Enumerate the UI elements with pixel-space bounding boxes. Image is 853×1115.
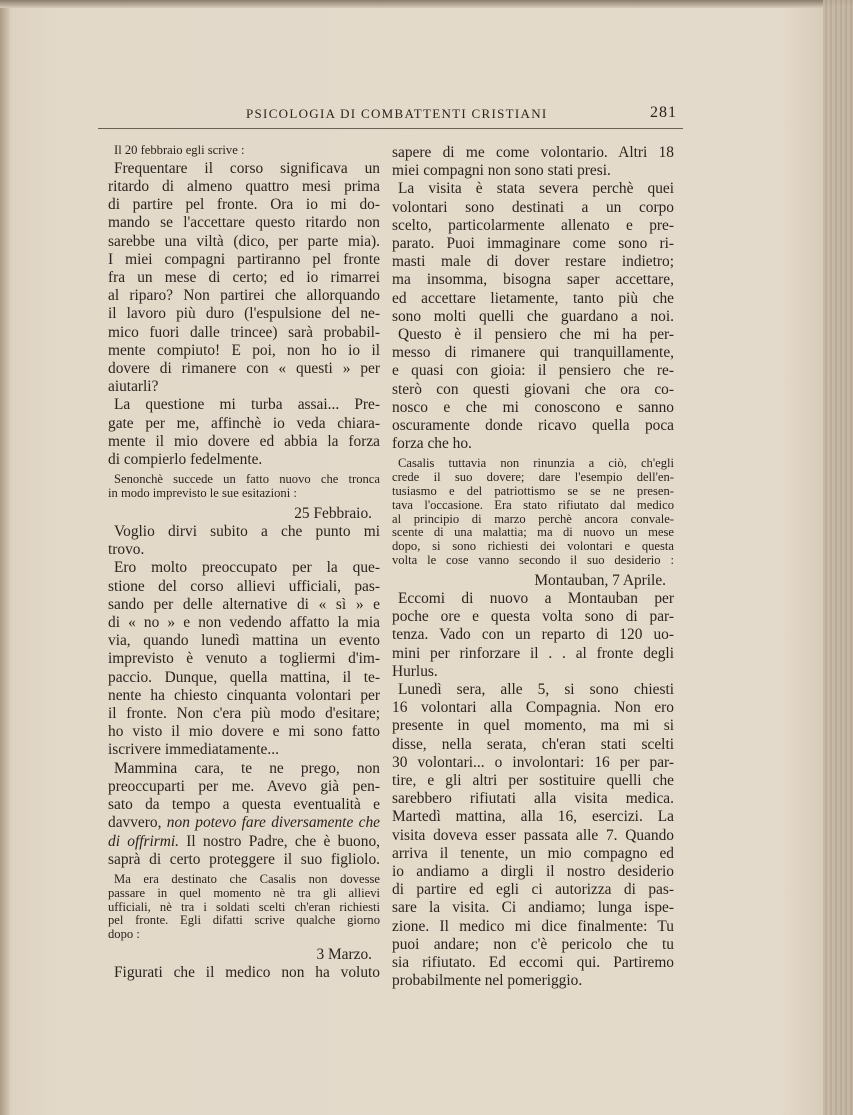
text-run: e quasi con gioia: il pensiero che re- bbox=[392, 362, 674, 380]
text-line bbox=[392, 362, 674, 380]
text-run: pel fronte. Egli difatti scrive qualche giorno bbox=[108, 913, 380, 928]
text-run: Eccomi di nuovo a Montauban per bbox=[398, 590, 674, 608]
right-text-column bbox=[392, 144, 674, 991]
text-run: passare in quel momento nè tra gli allievi bbox=[108, 885, 380, 900]
text-line bbox=[108, 796, 380, 814]
page-number: 281 bbox=[650, 104, 677, 121]
text-line bbox=[392, 308, 674, 326]
text-run: puoi andare; non c'è pericolo che tu bbox=[392, 935, 674, 953]
text-line bbox=[108, 415, 380, 433]
text-line bbox=[392, 499, 674, 513]
text-run: Frequentare il corso significava un bbox=[114, 159, 380, 177]
text-run: scelto, particolarmente allenato e pre- bbox=[392, 216, 674, 234]
left-text-column bbox=[108, 144, 380, 982]
text-run: presente in quel momento, ma mi si bbox=[392, 717, 674, 735]
text-line bbox=[108, 251, 380, 269]
text-line bbox=[392, 717, 674, 735]
text-line bbox=[392, 417, 674, 435]
text-run: sare la visita. Ci andiamo; lunga ispe- bbox=[392, 899, 674, 917]
text-run: Voglio dirvi subito a che punto mi bbox=[114, 523, 380, 541]
page-gutter bbox=[0, 0, 10, 1115]
text-line bbox=[108, 324, 380, 342]
text-run: di compierlo fedelmente. bbox=[108, 451, 263, 469]
text-line bbox=[108, 505, 380, 523]
text-run: il fronte. Non c'era più modo d'esitare; bbox=[108, 705, 380, 723]
text-run: mico fuori dalle trincee) sarà probabil- bbox=[108, 323, 380, 341]
text-run: mente il mio dovere ed abbia la forza bbox=[108, 432, 380, 450]
text-run: Mammina cara, te ne prego, non bbox=[114, 759, 380, 777]
text-line bbox=[392, 435, 674, 453]
text-line bbox=[108, 473, 380, 487]
text-run: di « no » e non vedendo affatto la mia bbox=[108, 614, 380, 632]
text-run: sarebbero rifiutati alla visita medica. bbox=[392, 790, 674, 808]
text-line bbox=[108, 928, 380, 942]
text-line bbox=[108, 378, 380, 396]
text-run: io andiamo a dirgli il nostro desiderio bbox=[392, 863, 674, 881]
text-line bbox=[392, 681, 674, 699]
text-line bbox=[108, 144, 380, 158]
text-run: saprà di certo proteggere il suo figliolo. bbox=[108, 850, 380, 868]
text-line bbox=[392, 772, 674, 790]
italic-text-run: non potevo fare diversamente che bbox=[166, 814, 381, 832]
text-line bbox=[108, 269, 380, 287]
text-run: mini per rinforzare il . . al fronte degli bbox=[392, 644, 674, 662]
text-line bbox=[108, 760, 380, 778]
text-run: Senonchè succede un fatto nuovo che tronca bbox=[114, 472, 380, 487]
text-line bbox=[392, 881, 674, 899]
text-line bbox=[108, 451, 380, 469]
text-run: in modo imprevisto le sue esitazioni : bbox=[108, 486, 297, 501]
text-line bbox=[392, 736, 674, 754]
text-run: Ero molto preoccupato per la que- bbox=[114, 559, 380, 577]
text-line bbox=[392, 381, 674, 399]
text-line bbox=[392, 936, 674, 954]
text-line bbox=[108, 873, 380, 887]
text-run: ufficiali, nè tra i soldati scelti ch'eran richiesti bbox=[108, 899, 380, 914]
text-run: nosco e che mi conoscono e sanno bbox=[392, 398, 674, 416]
text-run: ho visto il mio dovere e mi sono fatto bbox=[108, 723, 380, 741]
text-line bbox=[108, 559, 380, 577]
text-line bbox=[108, 305, 380, 323]
text-run: poche ore e questa volta sono di par- bbox=[392, 608, 674, 626]
text-line bbox=[108, 287, 380, 305]
text-line bbox=[392, 572, 674, 590]
text-line bbox=[392, 827, 674, 845]
text-run: scente di una malattia; ma di nuovo un mese bbox=[392, 525, 674, 540]
text-run: sono molti quelli che guardano a noi. bbox=[392, 307, 674, 325]
text-line bbox=[392, 699, 674, 717]
text-run: trovo. bbox=[108, 541, 145, 559]
text-run: La questione mi turba assai... Pre- bbox=[114, 396, 380, 414]
text-run: di partire ed egli ci autorizza di pas- bbox=[392, 881, 674, 899]
text-run: oscuramente donde ricavo quella poca bbox=[392, 417, 674, 435]
text-run: davvero, bbox=[108, 814, 167, 832]
text-run: tire, e gli altri per sostituire quelli che bbox=[392, 772, 674, 790]
text-run: 3 Marzo. bbox=[316, 945, 372, 963]
text-run: Martedì mattina, alla 16, esercizi. La bbox=[392, 808, 674, 826]
text-run: 16 volontari alla Compagnia. Non ero bbox=[392, 699, 674, 717]
text-run: forza che ho. bbox=[392, 435, 472, 453]
text-line bbox=[108, 814, 380, 832]
text-run: dopo, si sono richiesti dei volontari e questa bbox=[392, 539, 674, 554]
text-line bbox=[108, 541, 380, 559]
text-run: ma insomma, bisogna saper accettare, bbox=[392, 271, 674, 289]
text-line bbox=[108, 487, 380, 501]
page-header bbox=[98, 106, 683, 128]
text-line bbox=[392, 253, 674, 271]
italic-text-run: di offrirmi. bbox=[108, 832, 179, 850]
text-line bbox=[392, 863, 674, 881]
text-line bbox=[392, 808, 674, 826]
text-line bbox=[108, 214, 380, 232]
text-run: il lavoro più duro (l'espulsione del ne- bbox=[108, 305, 380, 323]
text-line bbox=[108, 741, 380, 759]
text-line bbox=[392, 645, 674, 663]
text-run: probabilmente nel pomeriggio. bbox=[392, 972, 583, 990]
text-line bbox=[392, 845, 674, 863]
text-line bbox=[392, 162, 674, 180]
text-run: ritardo di almeno quattro mesi prima bbox=[108, 178, 380, 195]
text-run: volta le cose vanno secondo il suo desiderio : bbox=[392, 553, 674, 568]
text-line bbox=[392, 344, 674, 362]
text-line bbox=[108, 396, 380, 414]
text-run: Ma era destinato che Casalis non dovesse bbox=[114, 871, 380, 886]
text-run: disse, nella serata, ch'eran stati scelti bbox=[392, 735, 674, 753]
text-line bbox=[392, 471, 674, 485]
text-line bbox=[108, 669, 380, 687]
text-run: tenza. Vado con un reparto di 120 uo- bbox=[392, 626, 674, 644]
text-run: Hurlus. bbox=[392, 662, 438, 680]
page-edge-stack bbox=[823, 0, 853, 1115]
text-run: paccio. Dunque, quella mattina, il te- bbox=[108, 668, 380, 686]
text-run: stione del corso allievi ufficiali, pas- bbox=[108, 577, 380, 595]
text-run: zione. Il medico mi dice finalmente: Tu bbox=[392, 917, 674, 935]
header-rule bbox=[98, 128, 683, 129]
text-line bbox=[392, 972, 674, 990]
text-run: Casalis tuttavia non rinunzia a ciò, ch'egli bbox=[398, 456, 674, 471]
text-line bbox=[392, 144, 674, 162]
text-line bbox=[108, 178, 380, 196]
text-run: di partire pel fronte. Ora io mi do- bbox=[108, 196, 380, 214]
text-run: fra un mese di certo; ed io rimarrei bbox=[108, 269, 380, 287]
text-run: La visita è stata severa perchè quei bbox=[398, 180, 674, 198]
text-run: Questo è il pensiero che mi ha per- bbox=[398, 326, 674, 344]
text-run: iscrivere immediatamente... bbox=[108, 741, 279, 759]
text-line bbox=[392, 590, 674, 608]
text-line bbox=[108, 778, 380, 796]
text-run: via, quando lunedì mattina un evento bbox=[108, 632, 380, 650]
text-run: dovere di rimanere con « questi » per bbox=[108, 360, 380, 378]
text-run: gate per me, affinchè io veda chiara- bbox=[108, 414, 380, 432]
text-line bbox=[108, 687, 380, 705]
text-line bbox=[108, 596, 380, 614]
text-run: messo di rimanere qui tranquillamente, bbox=[392, 344, 674, 362]
text-line bbox=[392, 626, 674, 644]
text-line bbox=[392, 485, 674, 499]
text-line bbox=[392, 663, 674, 681]
text-line bbox=[392, 180, 674, 198]
text-line bbox=[392, 754, 674, 772]
text-run: sato da tempo a questa eventualità e bbox=[108, 796, 380, 814]
text-run: Il 20 febbraio egli scrive : bbox=[114, 143, 245, 157]
text-run: Il nostro Padre, che è buono, bbox=[179, 832, 380, 850]
text-run: parato. Puoi immaginare come sono ri- bbox=[392, 235, 674, 253]
text-line bbox=[392, 271, 674, 289]
text-line bbox=[108, 705, 380, 723]
text-run: 25 Febbraio. bbox=[294, 504, 372, 522]
text-run: al riparo? Non partirei che allorquando bbox=[108, 287, 380, 305]
text-run: arriva il tenente, un mio compagno ed bbox=[392, 844, 674, 862]
text-run: I miei compagni partiranno pel fronte bbox=[108, 250, 380, 268]
text-run: miei compagni non sono stati presi. bbox=[392, 162, 611, 180]
text-line bbox=[392, 918, 674, 936]
text-run: preoccuparti per me. Avevo già pen- bbox=[108, 777, 380, 795]
text-line bbox=[392, 608, 674, 626]
text-run: 30 volontari... o involontari: 16 per par- bbox=[392, 753, 674, 771]
text-run: crede il suo dovere; dare l'esempio dell'en- bbox=[392, 470, 674, 485]
text-line bbox=[392, 457, 674, 471]
text-line bbox=[108, 433, 380, 451]
text-run: volontari sono destinati a un corpo bbox=[392, 198, 674, 216]
text-line bbox=[108, 160, 380, 178]
text-line bbox=[108, 833, 380, 851]
text-run: al principio di marzo perchè ancora convale- bbox=[392, 511, 674, 526]
text-line bbox=[108, 851, 380, 869]
text-run: tusiasmo e del patriottismo se se ne presen- bbox=[392, 484, 674, 499]
text-run: sapere di me come volontario. Altri 18 bbox=[392, 144, 674, 161]
text-run: sando per delle alternative di « sì » e bbox=[108, 595, 380, 613]
text-line bbox=[392, 217, 674, 235]
text-line bbox=[392, 790, 674, 808]
page-top-edge bbox=[0, 0, 853, 8]
text-run: visita doveva esser passata alle 7. Quando bbox=[392, 826, 674, 844]
text-run: sarebbe una viltà (dico, per parte mia). bbox=[108, 232, 380, 250]
text-line bbox=[108, 914, 380, 928]
text-run: masti male di dover restare indietro; bbox=[392, 253, 674, 271]
text-line bbox=[392, 399, 674, 417]
text-line bbox=[392, 290, 674, 308]
text-line bbox=[392, 235, 674, 253]
text-run: imprevisto è venuto a togliermi d'im- bbox=[108, 650, 380, 668]
text-line bbox=[392, 554, 674, 568]
text-run: Figurati che il medico non ha voluto bbox=[114, 964, 380, 982]
text-line bbox=[108, 523, 380, 541]
text-run: Lunedì sera, alle 5, si sono chiesti bbox=[398, 681, 674, 699]
text-line bbox=[392, 526, 674, 540]
text-run: ed accettare lietamente, tanto più che bbox=[392, 289, 674, 307]
text-line bbox=[108, 901, 380, 915]
text-run: sterò con questi giovani che ora co- bbox=[392, 380, 674, 398]
text-line bbox=[392, 199, 674, 217]
text-line bbox=[108, 233, 380, 251]
text-line bbox=[108, 650, 380, 668]
text-line bbox=[392, 899, 674, 917]
text-run: mando se l'accettare questo ritardo non bbox=[108, 214, 380, 232]
text-run: sia rifiutato. Ed eccomi qui. Partiremo bbox=[392, 954, 674, 972]
text-line bbox=[108, 342, 380, 360]
text-line bbox=[392, 513, 674, 527]
running-title: PSICOLOGIA DI COMBATTENTI CRISTIANI bbox=[246, 106, 548, 121]
text-run: aiutarli? bbox=[108, 378, 159, 396]
text-line bbox=[108, 887, 380, 901]
text-line bbox=[108, 360, 380, 378]
text-line bbox=[392, 954, 674, 972]
text-line bbox=[392, 540, 674, 554]
text-run: Montauban, 7 Aprile. bbox=[534, 571, 666, 589]
text-line bbox=[108, 964, 380, 982]
text-line bbox=[108, 946, 380, 964]
text-line bbox=[108, 723, 380, 741]
text-line bbox=[108, 632, 380, 650]
text-run: nente ha chiesto cinquanta volontari per bbox=[108, 686, 380, 704]
text-line bbox=[108, 614, 380, 632]
text-run: mente compiuto! E poi, non ho io il bbox=[108, 341, 380, 359]
text-run: tava l'occasione. Era stato rifiutato dal medico bbox=[392, 497, 674, 512]
text-line bbox=[108, 578, 380, 596]
text-run: dopo : bbox=[108, 927, 140, 942]
text-line bbox=[108, 196, 380, 214]
text-line bbox=[392, 326, 674, 344]
